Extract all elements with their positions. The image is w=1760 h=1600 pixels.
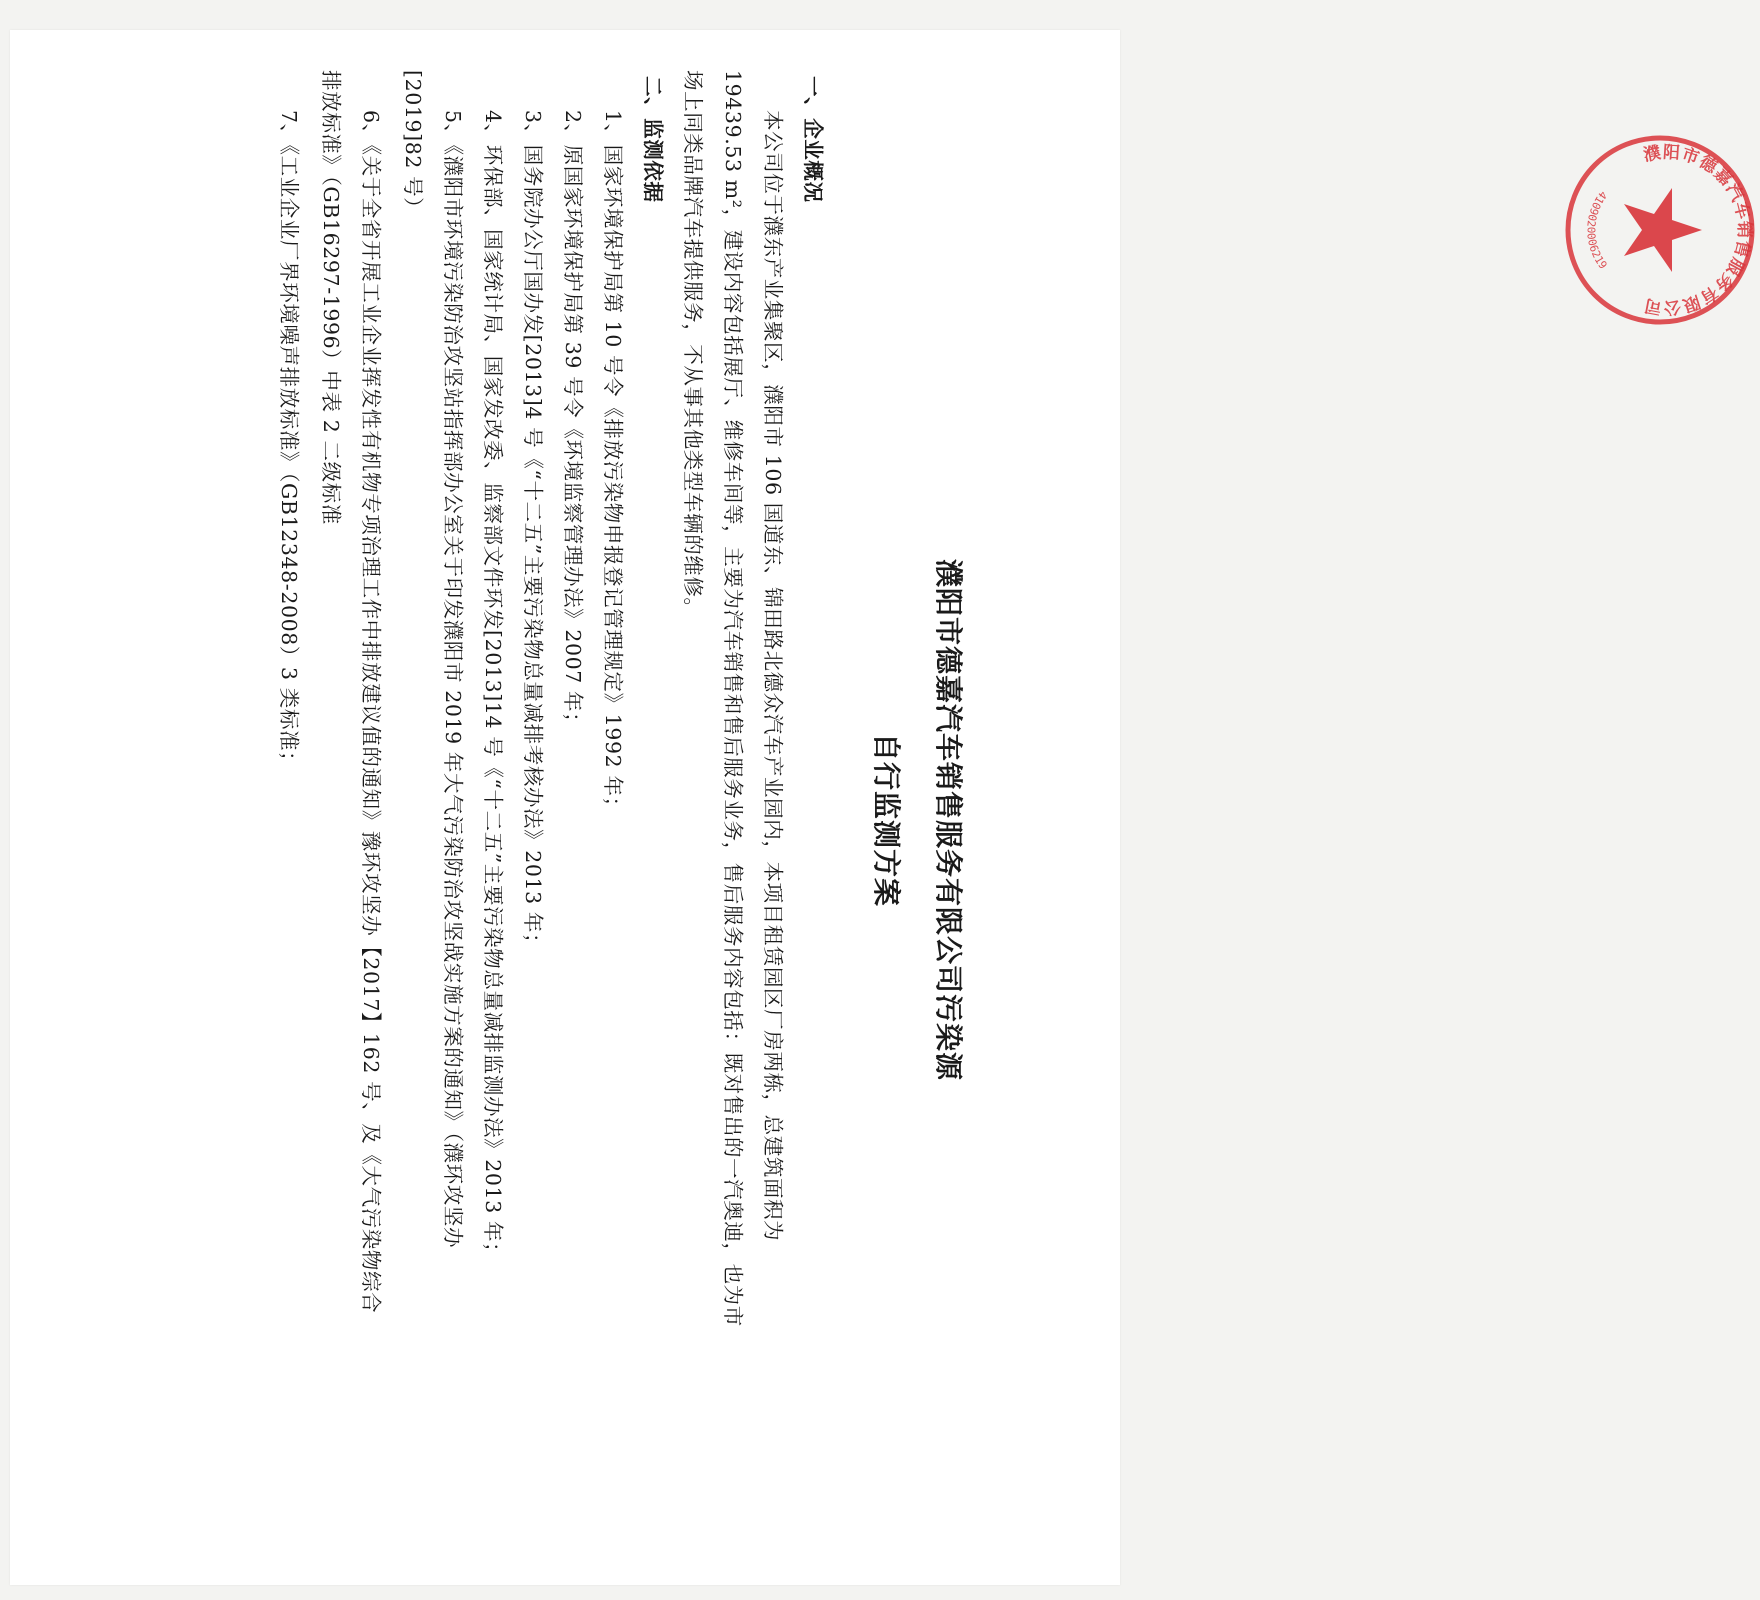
section1-paragraph-line: 本公司位于濮东产业集聚区，濮阳市 106 国道东、锦田路北德众汽车产业园内，本项目租赁园区厂房两栋，总建筑面积为 xyxy=(761,110,785,1242)
section1-paragraph-line: 19439.53 m²，建设内容包括展厅、维修车间等，主要为汽车销售和售后服务业务，售后服务内容包括：既对售出的一汽奥迪，也为市 xyxy=(721,70,745,1327)
basis-item: 7、《工业企业厂界环境噪声排放标准》（GB12348-2008）3 类标准； xyxy=(277,110,301,773)
seal-arc-text: 濮阳市德嘉汽车销售服务有限公司 xyxy=(1642,142,1754,318)
document-subtitle: 自行监测方案 xyxy=(870,732,903,907)
section2-heading: 二、监测依据 xyxy=(641,76,665,203)
section1-heading: 一、企业概况 xyxy=(801,76,825,203)
basis-item: 4、环保部、国家统计局、国家发改委、监察部文件环发[2013]14 号《“十二五”主要污染物总量减排监测办法》2013 年； xyxy=(481,110,505,1264)
seal-star-icon xyxy=(1624,188,1702,272)
basis-item-continuation: [2019]82 号） xyxy=(401,70,425,219)
basis-item: 5、《濮阳市环境污染防治攻坚站指挥部办公室关于印发濮阳市 2019 年大气污染防治攻坚战实施方案的通知》（濮环攻坚办 xyxy=(441,110,465,1249)
section1-paragraph-line: 场上同类品牌汽车提供服务，不从事其他类型车辆的维修。 xyxy=(681,70,705,619)
basis-item-continuation: 排放标准》（GB16297-1996）中表 2 二级标准 xyxy=(319,70,343,525)
document-title: 濮阳市德嘉汽车销售服务有限公司污染源 xyxy=(932,558,965,1081)
basis-item: 2、原国家环境保护局第 39 号令《环境监察管理办法》2007 年； xyxy=(561,110,585,734)
basis-item: 1、国家环境保护局第 10 号令《排放污染物申报登记管理规定》1992 年； xyxy=(601,110,625,818)
rotated-document-content xyxy=(0,70,970,1510)
basis-item: 3、国务院办公厅国办发[2013]4 号《“十二五”主要污染物总量减排考核办法》2013 年； xyxy=(521,110,545,955)
seal-code-text: 4109020006219 xyxy=(1584,188,1610,272)
svg-text:4109020006219 xyxy=(1584,188,1609,271)
basis-item: 6、《关于全省开展工业企业挥发性有机物专项治理工作中排放建议值的通知》豫环攻坚办【2017】162 号、及《大气污染物综合 xyxy=(359,110,383,1314)
company-seal xyxy=(1560,130,1760,330)
